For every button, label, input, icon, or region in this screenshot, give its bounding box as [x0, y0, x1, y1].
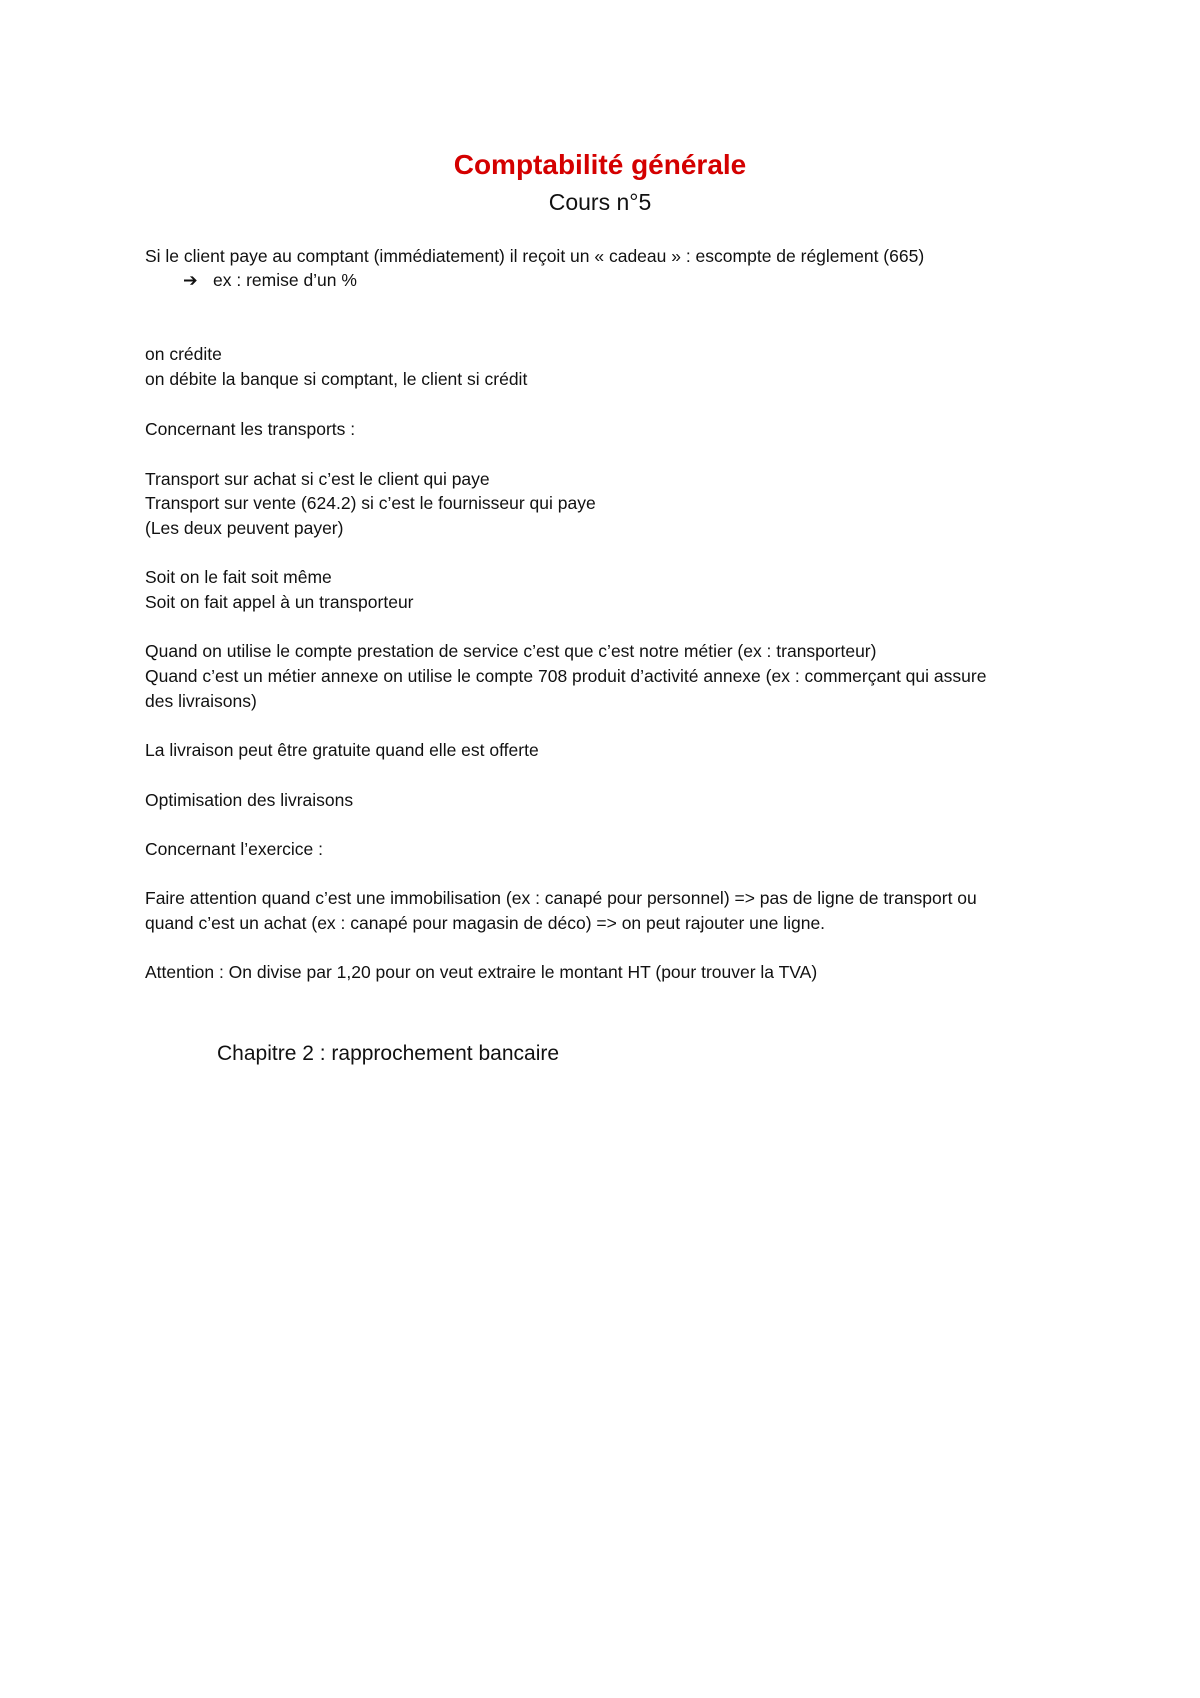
text-line: on crédite: [145, 344, 222, 364]
text-line: Soit on le fait soit même: [145, 567, 332, 587]
text-line: Soit on fait appel à un transporteur: [145, 592, 414, 612]
text-line: on débite la banque si comptant, le client si crédit: [145, 369, 528, 389]
arrow-icon: ➔: [183, 270, 198, 290]
text-line: (Les deux peuvent payer): [145, 518, 344, 538]
text-line: Transport sur vente (624.2) si c’est le fournisseur qui paye: [145, 493, 596, 513]
section-heading: Concernant l’exercice :: [145, 839, 323, 859]
text-line: Quand on utilise le compte prestation de service c’est que c’est notre métier (ex : transporteur): [145, 641, 877, 661]
chapter-heading: Chapitre 2 : rapprochement bancaire: [217, 1042, 560, 1065]
text-line: Attention : On divise par 1,20 pour on veut extraire le montant HT (pour trouver la TVA): [145, 962, 818, 982]
text-line: Si le client paye au comptant (immédiatement) il reçoit un « cadeau » : escompte de réglement (665): [145, 246, 925, 266]
document-title: Comptabilité générale: [453, 149, 747, 180]
text-line: Faire attention quand c’est une immobilisation (ex : canapé pour personnel) => pas de ligne de transport ou: [145, 888, 977, 908]
text-line: Transport sur achat si c’est le client qui paye: [145, 469, 490, 489]
bullet-text: ex : remise d’un %: [213, 270, 357, 290]
text-line: Optimisation des livraisons: [145, 790, 354, 810]
document-subtitle: Cours n°5: [548, 189, 652, 215]
text-line: Quand c’est un métier annexe on utilise le compte 708 produit d’activité annexe (ex : commerçant qui assure: [145, 666, 987, 686]
text-line: des livraisons): [145, 691, 257, 711]
text-line: La livraison peut être gratuite quand elle est offerte: [145, 740, 539, 760]
text-line: quand c’est un achat (ex : canapé pour magasin de déco) => on peut rajouter une ligne.: [145, 913, 826, 933]
bullet-line: [183, 268, 357, 292]
section-heading: Concernant les transports :: [145, 419, 356, 439]
